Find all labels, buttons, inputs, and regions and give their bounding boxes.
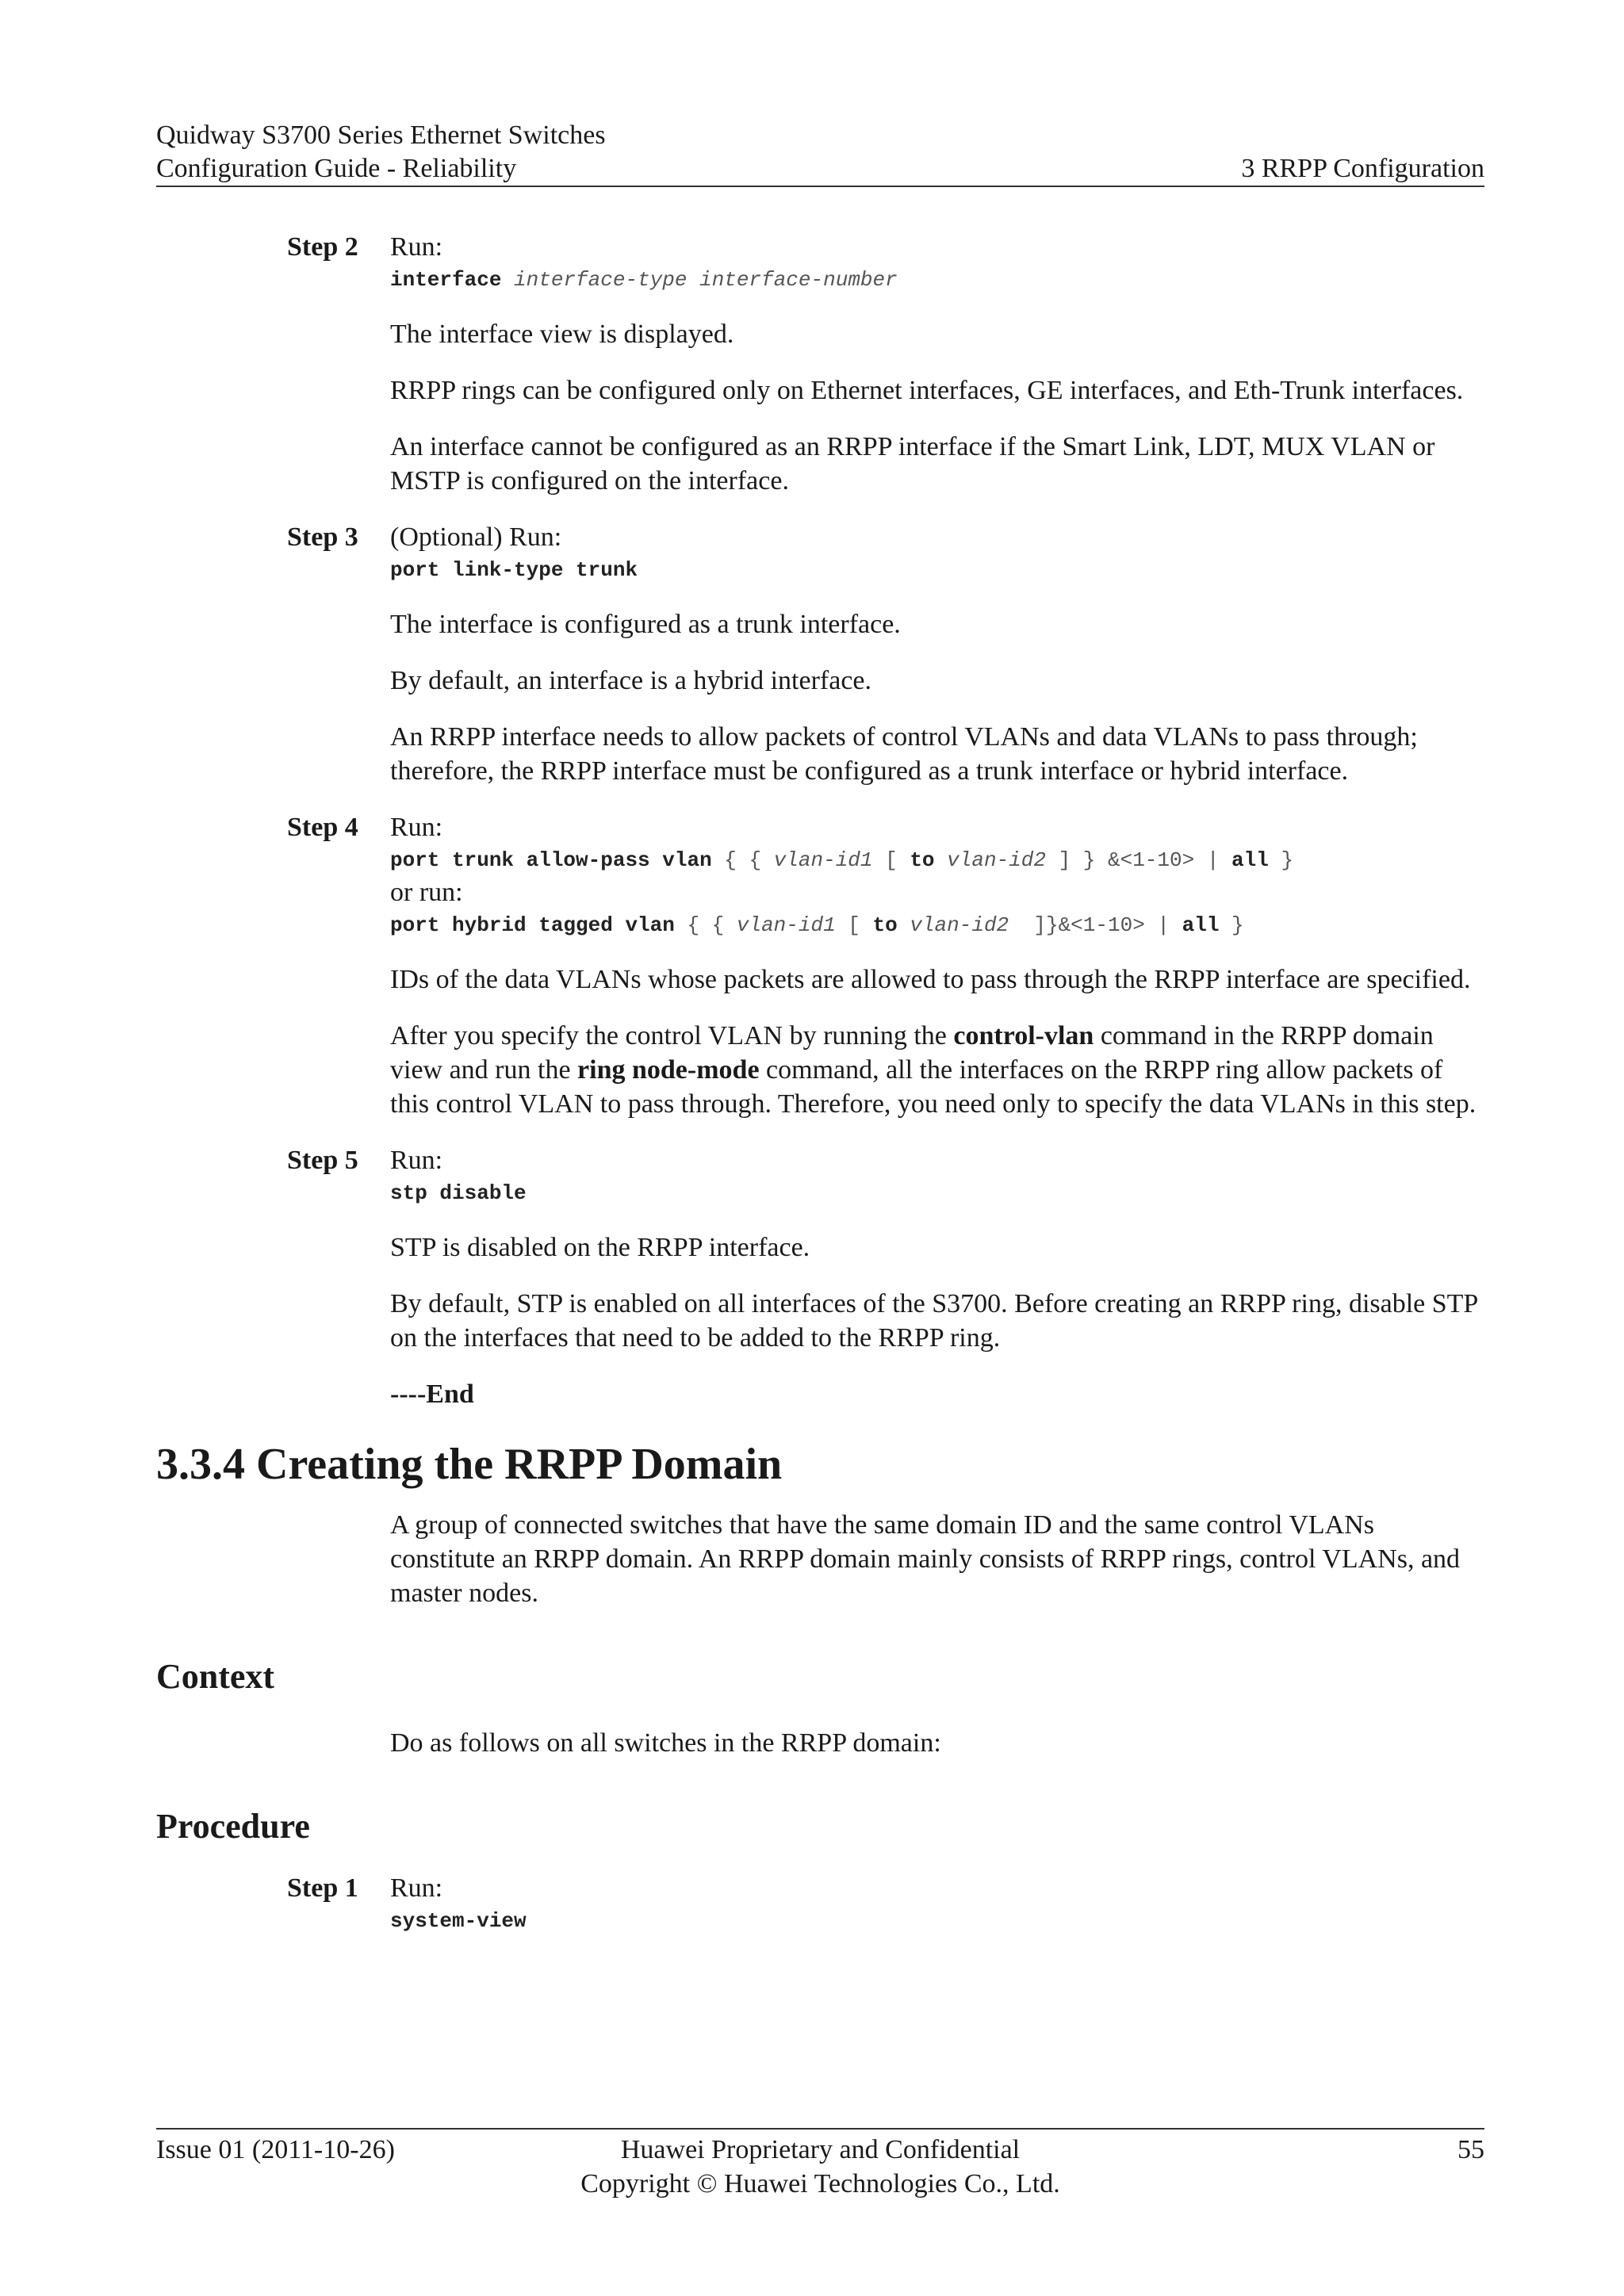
- text-run: After you specify the control VLAN by running the: [390, 1021, 954, 1050]
- run-label: Run:: [390, 813, 443, 842]
- command-keyword: interface: [390, 268, 502, 292]
- header-divider: [156, 186, 1484, 187]
- run-label: Run:: [390, 232, 443, 262]
- step-description: STP is disabled on the RRPP interface.: [390, 1233, 810, 1262]
- command-line: [390, 555, 1484, 585]
- command-arguments: interface-type interface-number: [514, 268, 898, 292]
- command-symbol: { {: [674, 913, 737, 937]
- command-symbol: ]}&<1-10> |: [1009, 913, 1182, 937]
- step-note: An interface cannot be configured as an RRPP interface if the Smart Link, LDT, MUX VLAN or MSTP is configured on the interface.: [390, 432, 1435, 496]
- step-label: Step 3: [287, 522, 358, 552]
- step-note: [390, 1019, 1484, 1121]
- step-note: By default, STP is enabled on all interfaces of the S3700. Before creating an RRPP ring, disable STP on the interfaces that need to be added to the RRPP ring.: [390, 1289, 1478, 1353]
- header-row: [156, 152, 1484, 186]
- footer-confidential: Huawei Proprietary and Confidential: [620, 2135, 1021, 2164]
- command-symbol: { {: [711, 848, 774, 872]
- header-chapter-title: 3 RRPP Configuration: [1241, 154, 1484, 183]
- run-label: (Optional) Run:: [390, 522, 562, 552]
- command-argument: vlan-id2: [947, 848, 1046, 872]
- command-keyword: system-view: [390, 1909, 527, 1933]
- step-label: Step 1: [287, 1873, 358, 1903]
- footer-copyright: Copyright © Huawei Technologies Co., Ltd.: [580, 2169, 1060, 2198]
- page-content: [156, 230, 1484, 1936]
- step-note: RRPP rings can be configured only on Ethernet interfaces, GE interfaces, and Eth-Trunk interfaces.: [390, 376, 1464, 405]
- step-5: [156, 1143, 1484, 1411]
- procedure-step-1: [156, 1871, 1484, 1936]
- step-3: [156, 520, 1484, 788]
- context-text: Do as follows on all switches in the RRPP domain:: [390, 1728, 941, 1758]
- command-symbol: [: [835, 913, 873, 937]
- step-label: Step 4: [287, 813, 358, 842]
- command-keyword: port hybrid tagged vlan: [390, 913, 675, 937]
- command-argument: vlan-id1: [773, 848, 873, 872]
- command-symbol: [898, 913, 910, 937]
- section-intro: A group of connected switches that have the same domain ID and the same control VLANs constitute an RRPP domain. An RRPP domain mainly consists of RRPP rings, control VLANs, and master nodes.: [390, 1510, 1461, 1608]
- step-label: Step 5: [287, 1146, 358, 1175]
- run-label: Run:: [390, 1873, 443, 1903]
- step-4: [156, 810, 1484, 1121]
- command-keyword: port trunk allow-pass vlan: [390, 848, 712, 872]
- command-line: [390, 265, 1484, 295]
- command-symbol: [935, 848, 948, 872]
- step-label: Step 2: [287, 232, 358, 262]
- command-symbol: ] } &<1-10> |: [1045, 848, 1232, 872]
- command-line: [390, 1178, 1484, 1208]
- command-line: [390, 910, 1484, 940]
- header-guide-title: Configuration Guide - Reliability: [156, 154, 517, 183]
- step-note: By default, an interface is a hybrid interface.: [390, 666, 872, 695]
- command-symbol: [: [872, 848, 910, 872]
- step-2: [156, 230, 1484, 498]
- command-line: [390, 1906, 1484, 1936]
- command-argument: vlan-id1: [736, 913, 836, 937]
- inline-command: ring node-mode: [577, 1055, 760, 1085]
- inline-command: control-vlan: [953, 1021, 1094, 1050]
- text-run: command in the RRPP domain view and run the: [390, 1021, 1434, 1085]
- page-header: [156, 119, 1484, 186]
- step-description: The interface view is displayed.: [390, 320, 734, 349]
- context-heading: Context: [156, 1657, 275, 1696]
- command-keyword: all: [1182, 913, 1220, 937]
- header-product-title: Quidway S3700 Series Ethernet Switches: [156, 121, 606, 150]
- page-number: 55: [1457, 2135, 1484, 2164]
- footer-center: [156, 2133, 1484, 2201]
- command-keyword: to: [910, 848, 935, 872]
- footer-divider: [156, 2128, 1484, 2130]
- or-run-label: or run:: [390, 878, 463, 907]
- command-line: [390, 845, 1484, 875]
- command-symbol: }: [1268, 848, 1294, 872]
- step-description: IDs of the data VLANs whose packets are allowed to pass through the RRPP interface are specified.: [390, 965, 1471, 994]
- end-marker: ----End: [390, 1380, 474, 1409]
- run-label: Run:: [390, 1146, 443, 1175]
- footer-issue: Issue 01 (2011-10-26): [156, 2135, 395, 2164]
- step-description: The interface is configured as a trunk interface.: [390, 610, 901, 639]
- command-keyword: port link-type trunk: [390, 558, 638, 582]
- command-keyword: all: [1231, 848, 1269, 872]
- command-keyword: to: [872, 913, 898, 937]
- command-keyword: stp disable: [390, 1181, 527, 1205]
- command-argument: vlan-id2: [910, 913, 1009, 937]
- command-symbol: }: [1219, 913, 1244, 937]
- procedure-heading: Procedure: [156, 1807, 310, 1846]
- section-title: 3.3.4 Creating the RRPP Domain: [156, 1440, 783, 1489]
- text-run: command, all the interfaces on the RRPP ring allow packets of this control VLAN to pass through. Therefore, you need only to specify the data VLANs in this step.: [390, 1055, 1477, 1119]
- step-note: An RRPP interface needs to allow packets of control VLANs and data VLANs to pass through; therefore, the RRPP interface must be configured as a trunk interface or hybrid interface.: [390, 722, 1418, 786]
